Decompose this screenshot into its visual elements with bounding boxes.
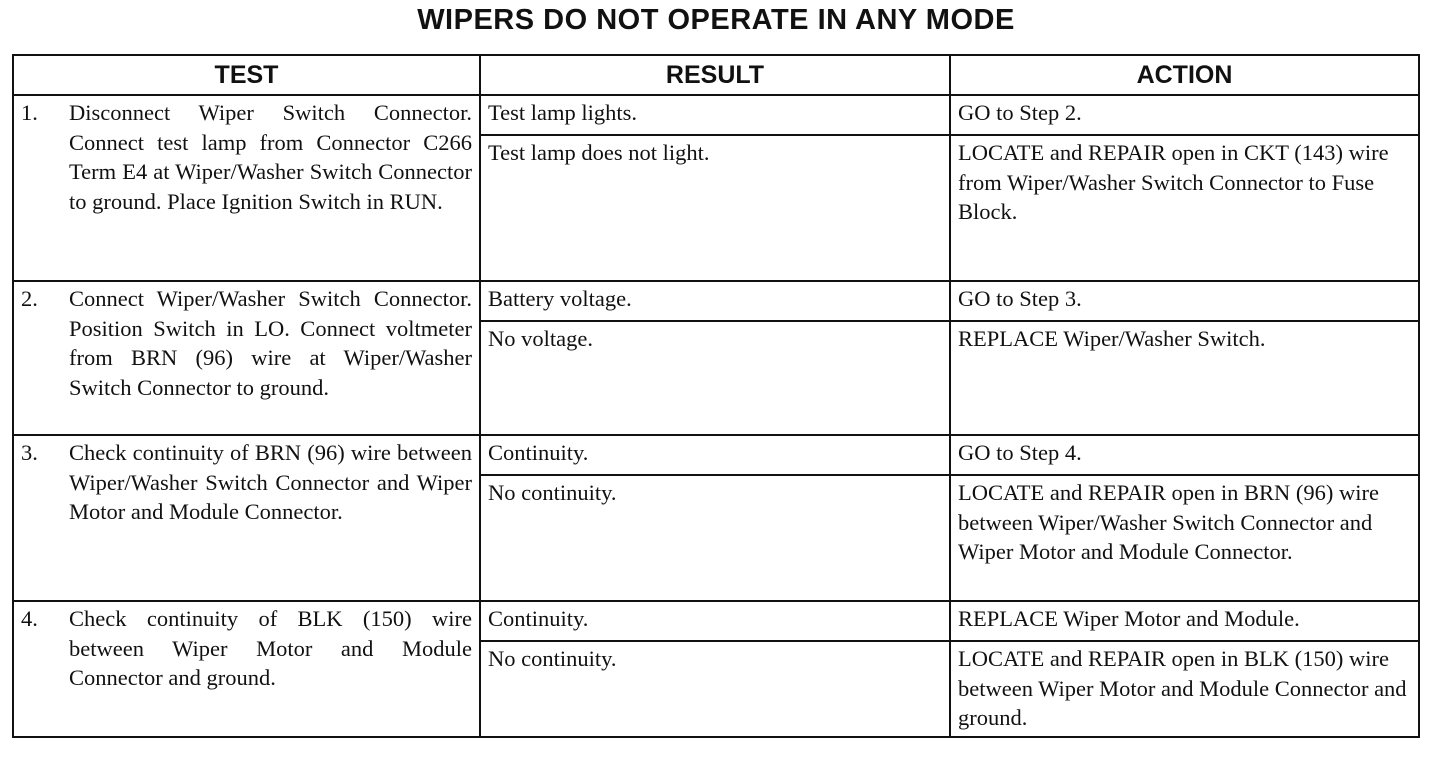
test-cell: [13, 435, 480, 601]
page-title: WIPERS DO NOT OPERATE IN ANY MODE: [417, 4, 1015, 36]
test-cell: [13, 95, 480, 281]
result-cell: No continuity.: [480, 641, 950, 737]
header-action: ACTION: [950, 55, 1419, 95]
action-cell: GO to Step 3.: [950, 281, 1419, 321]
result-cell: No voltage.: [480, 321, 950, 435]
result-cell: Test lamp lights.: [480, 95, 950, 135]
test-instruction: Connect Wiper/Washer Switch Connector. Position Switch in LO. Connect voltmeter from BRN (96) wire at Wiper/Washer Switch Connector to ground.: [69, 286, 472, 400]
step-number: 3.: [21, 440, 38, 465]
header-row: [13, 55, 1419, 95]
step-number: 1.: [21, 100, 38, 125]
test-cell: [13, 601, 480, 737]
result-cell: Test lamp does not light.: [480, 135, 950, 281]
test-cell: [13, 281, 480, 435]
table-row: [13, 435, 1419, 475]
step-number: 2.: [21, 286, 38, 311]
test-instruction: Check continuity of BLK (150) wire between Wiper Motor and Module Connector and ground.: [69, 606, 472, 690]
table-row: [13, 601, 1419, 641]
diagnostic-table: [12, 54, 1420, 738]
table-row: [13, 281, 1419, 321]
test-instruction: Check continuity of BRN (96) wire between Wiper/Washer Switch Connector and Wiper Motor and Module Connector.: [69, 440, 472, 524]
test-instruction: Disconnect Wiper Switch Connector. Connect test lamp from Connector C266 Term E4 at Wiper/Washer Switch Connector to ground. Place Ignition Switch in RUN.: [69, 100, 472, 214]
step-number: 4.: [21, 606, 38, 631]
action-cell: GO to Step 4.: [950, 435, 1419, 475]
header-test: TEST: [13, 55, 480, 95]
header-result: RESULT: [480, 55, 950, 95]
result-cell: Continuity.: [480, 601, 950, 641]
result-cell: Continuity.: [480, 435, 950, 475]
action-cell: LOCATE and REPAIR open in BLK (150) wire between Wiper Motor and Module Connector and ground.: [950, 641, 1419, 737]
result-cell: No continuity.: [480, 475, 950, 601]
action-cell: REPLACE Wiper Motor and Module.: [950, 601, 1419, 641]
result-cell: Battery voltage.: [480, 281, 950, 321]
action-cell: LOCATE and REPAIR open in CKT (143) wire from Wiper/Washer Switch Connector to Fuse Block.: [950, 135, 1419, 281]
table-row: [13, 95, 1419, 135]
action-cell: REPLACE Wiper/Washer Switch.: [950, 321, 1419, 435]
action-cell: LOCATE and REPAIR open in BRN (96) wire between Wiper/Washer Switch Connector and Wiper Motor and Module Connector.: [950, 475, 1419, 601]
action-cell: GO to Step 2.: [950, 95, 1419, 135]
